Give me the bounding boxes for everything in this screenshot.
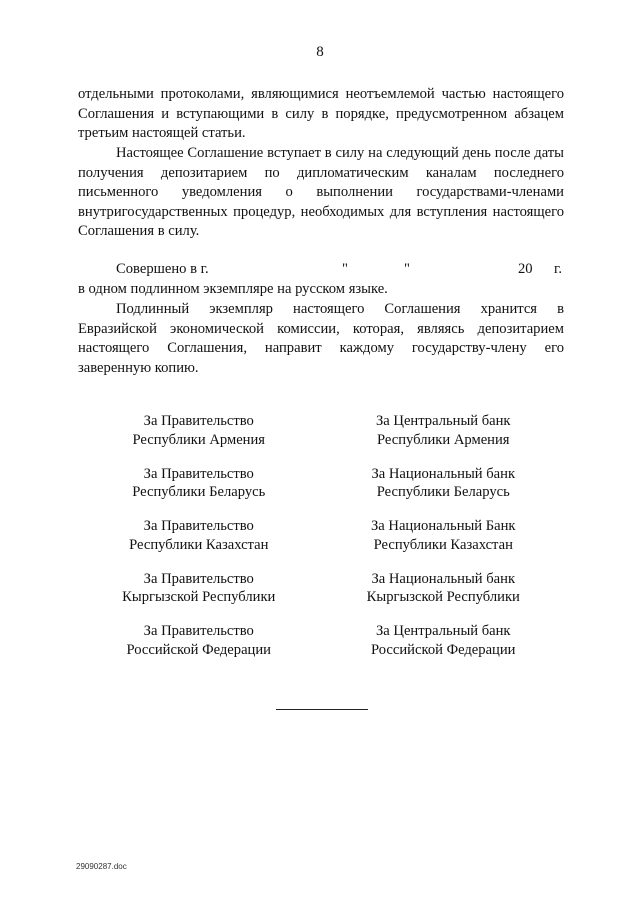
paragraph-text: Настоящее Соглашение вступает в силу на следующий день после даты получения депозитарием по дипломатическим каналам последнего письменного уведомления о выполнении государствами-членами внутригосударственных процедур, необходимых для вступления настоящего Соглашения в силу. [78,145,564,240]
signature-line: Кыргызской Республики [122,589,276,606]
year-suffix: г. [554,261,562,277]
signature-line: Республики Беларусь [132,484,266,501]
paragraph-depositary [78,300,564,378]
paragraph-text: отдельными протоколами, являющимися неотъемлемой частью настоящего Соглашения и вступающими в силу в порядке, предусмотренном абзацем третьим настоящей статьи. [78,86,564,142]
signature-government [78,465,323,518]
signature-line: Республики Казахстан [373,536,513,553]
paragraph-text: в одном подлинном экземпляре на русском языке. [78,281,388,297]
signature-bank [323,570,565,623]
signature-bank [323,517,565,570]
signature-line: Кыргызской Республики [366,589,520,606]
signature-government [78,570,323,623]
signature-bank [323,622,565,675]
signature-line: За Правительство [143,465,254,482]
signature-row [78,622,564,675]
signature-line: Российской Федерации [371,641,516,658]
quote-open: " [342,261,348,277]
signature-line: За Правительство [143,623,254,639]
year-prefix: 20 [518,261,533,277]
signature-line: За Национальный банк [371,465,516,482]
done-at-line [78,261,564,281]
signature-bank [323,465,565,518]
signature-line: За Национальный Банк [370,518,516,534]
signature-blocks [78,412,564,675]
signature-line: Республики Армения [132,431,266,448]
signature-government [78,517,323,570]
signature-government [78,412,323,465]
signature-row [78,465,564,518]
signature-bank [323,412,565,465]
signature-row [78,412,564,465]
signature-line: За Национальный банк [371,570,516,587]
signature-line: За Правительство [143,570,254,587]
done-at-continuation [78,280,564,300]
signature-government [78,622,323,675]
signature-line: Республики Армения [376,431,510,448]
signature-line: Российской Федерации [126,641,271,658]
signature-row [78,517,564,570]
signature-line: За Правительство [143,518,254,534]
paragraph-continuation [78,85,564,144]
paragraph-text: Подлинный экземпляр настоящего Соглашения хранится в Евразийской экономической комиссии, которая, являясь депозитарием настоящего Соглашения, направит каждому государству-члену его заверенную копию. [78,301,564,376]
footer-doc-id: 29090287.doc [76,862,127,871]
end-rule [276,709,368,710]
signature-line: За Центральный банк [375,413,511,429]
paragraph-entry-into-force [78,144,564,242]
page-number: 8 [316,44,324,60]
signature-line: Республики Беларусь [376,484,510,501]
quote-close: " [404,261,410,277]
signature-line: За Правительство [143,413,254,429]
signature-row [78,570,564,623]
signature-line: Республики Казахстан [129,536,269,553]
done-at-prefix: Совершено в г. [116,261,209,277]
signature-line: За Центральный банк [375,623,511,639]
